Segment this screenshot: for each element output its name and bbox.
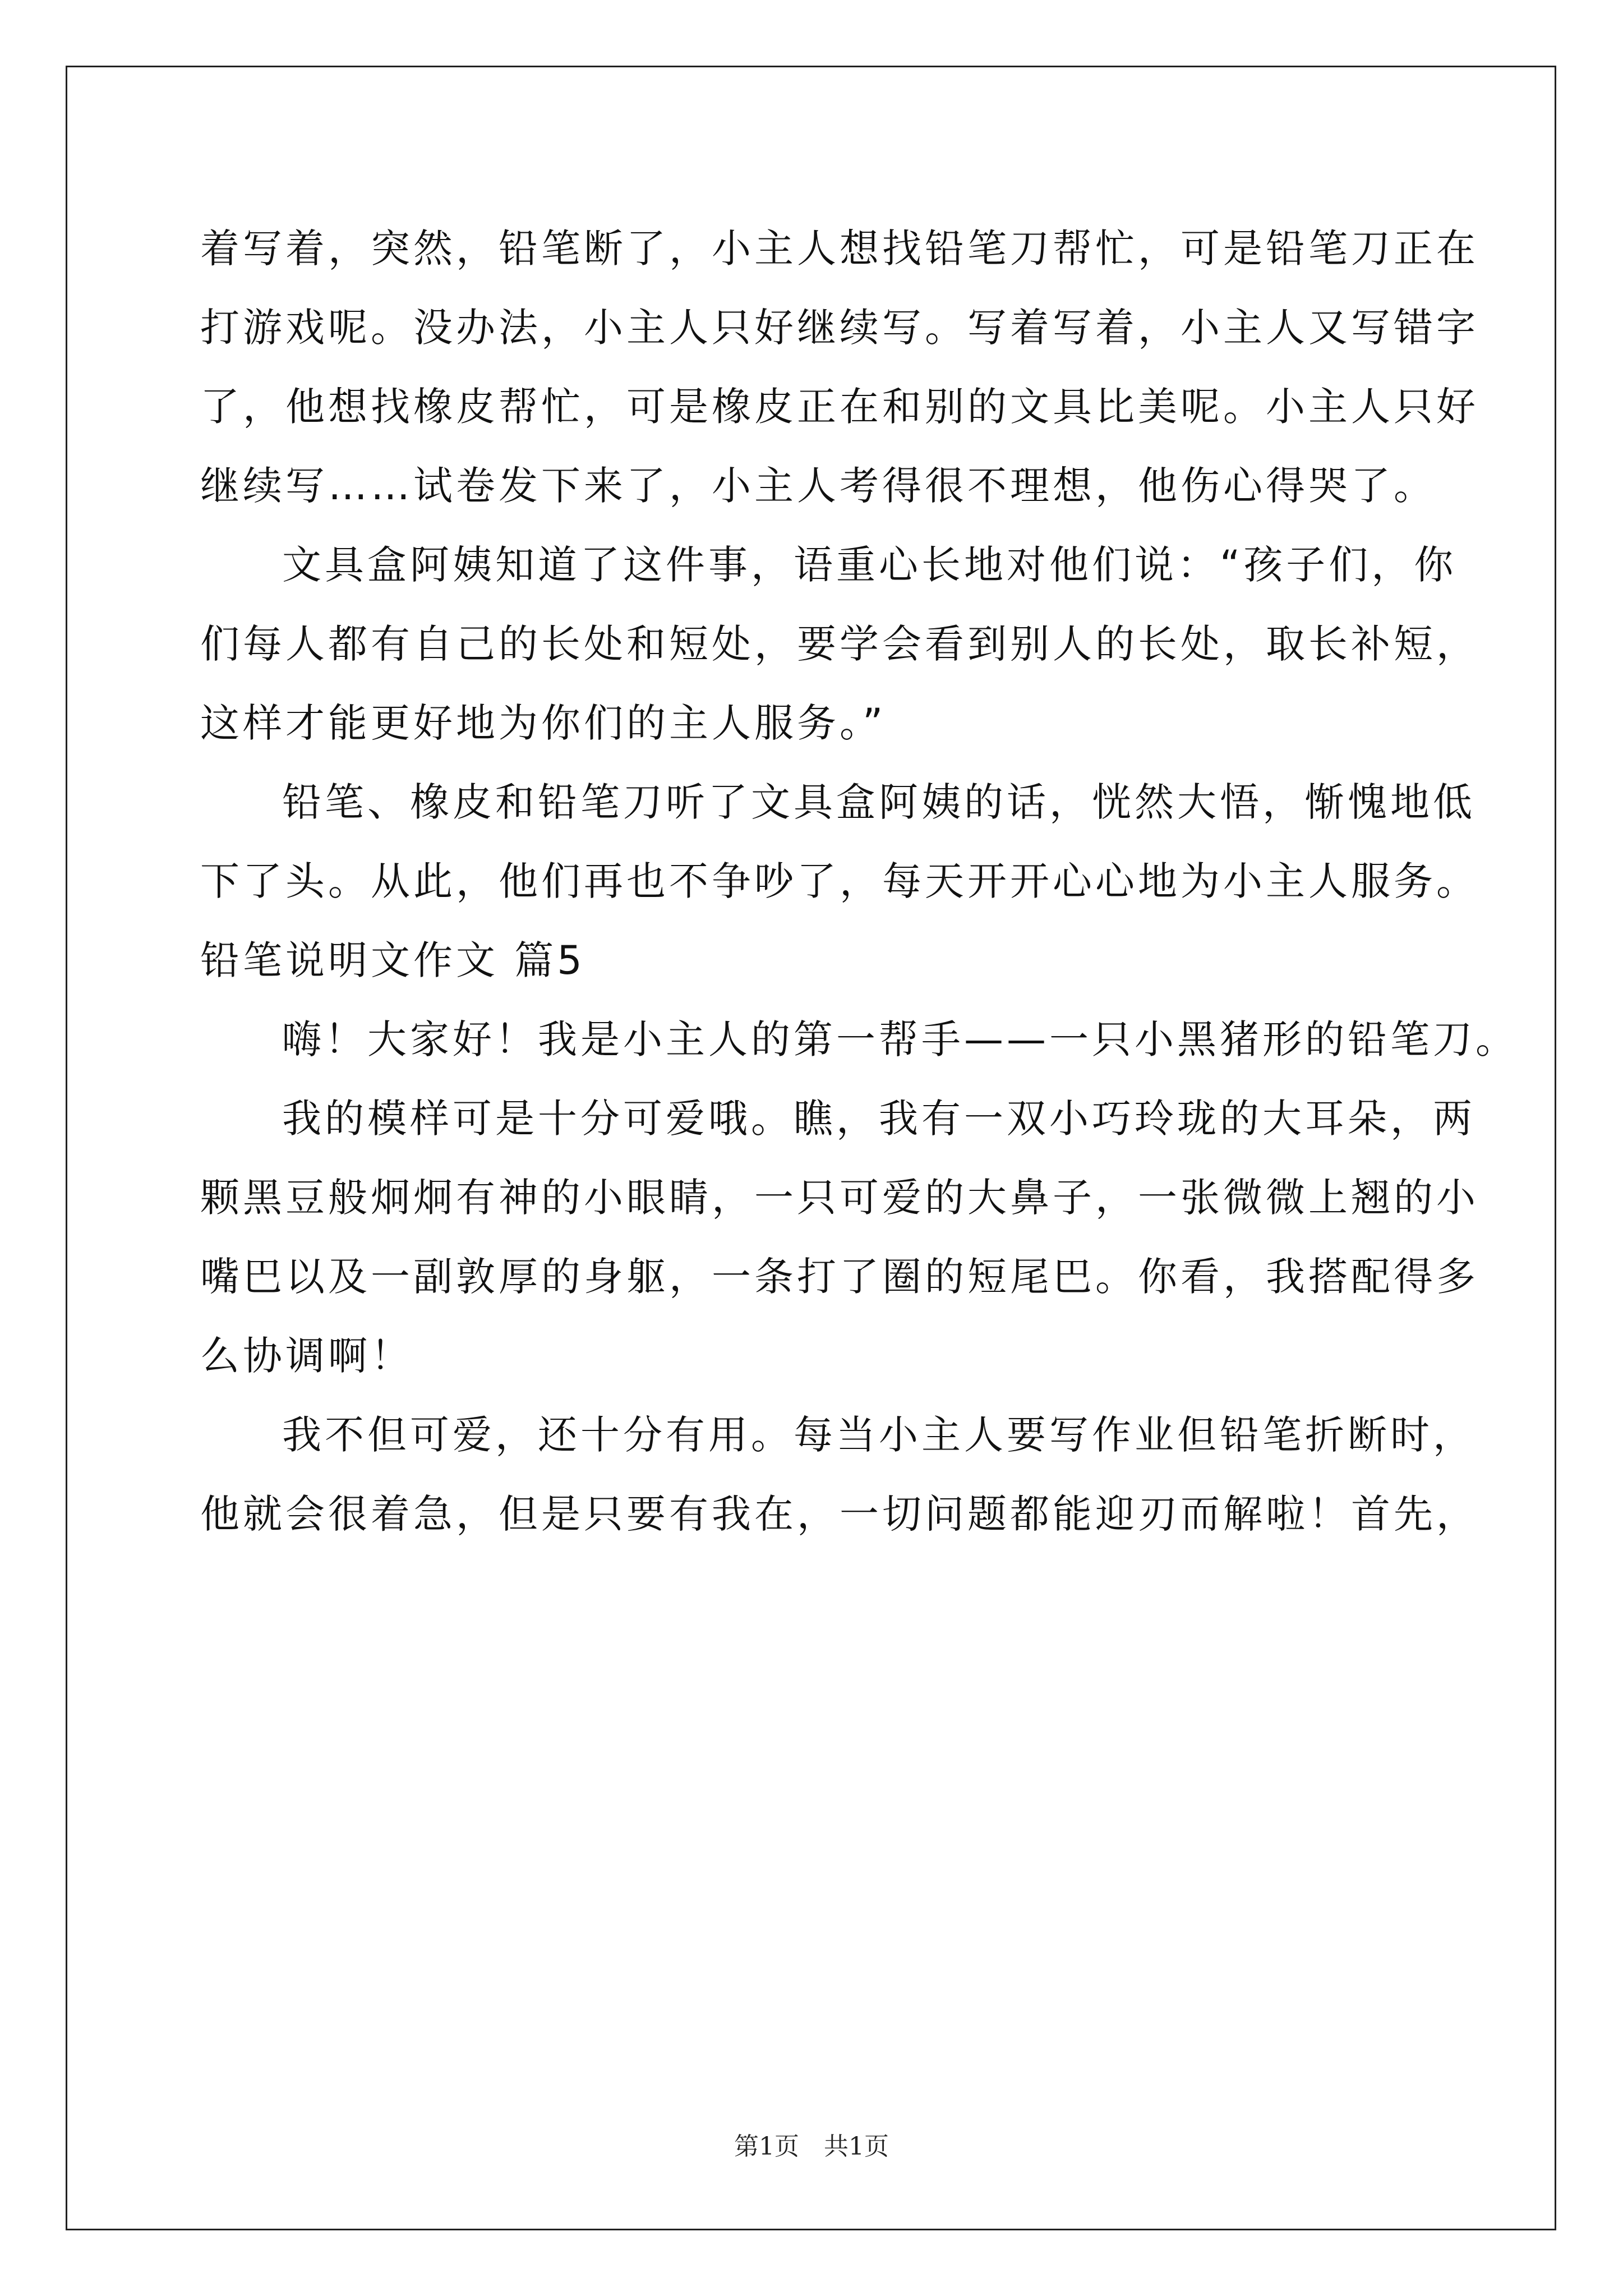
section-heading: 铅笔说明文作文 篇5	[200, 937, 585, 983]
text-line: 们每人都有自己的长处和短处，要学会看到别人的长处，取长补短，	[200, 621, 1479, 667]
paragraph-start: 我不但可爱，还十分有用。每当小主人要写作业但铅笔折断时，	[282, 1412, 1476, 1458]
text-line: 嘴巴以及一副敦厚的身躯，一条打了圈的短尾巴。你看，我搭配得多	[200, 1254, 1479, 1300]
text-line: 颗黑豆般炯炯有神的小眼睛，一只可爱的大鼻子，一张微微上翘的小	[200, 1175, 1479, 1221]
text-line: 下了头。从此，他们再也不争吵了，每天开开心心地为小主人服务。	[200, 858, 1479, 904]
paragraph-start: 嗨！大家好！我是小主人的第一帮手——一只小黑猪形的铅笔刀。	[282, 1016, 1518, 1062]
text-line: 着写着，突然，铅笔断了，小主人想找铅笔刀帮忙，可是铅笔刀正在	[200, 226, 1479, 272]
paragraph-start: 文具盒阿姨知道了这件事，语重心长地对他们说：“孩子们，你	[282, 542, 1457, 588]
text-line: 这样才能更好地为你们的主人服务。”	[200, 700, 887, 746]
text-line: 打游戏呢。没办法，小主人只好继续写。写着写着，小主人又写错字	[200, 305, 1479, 351]
text-line: 么协调啊！	[200, 1333, 413, 1379]
text-line: 继续写……试卷发下来了，小主人考得很不理想，他伤心得哭了。	[200, 463, 1436, 509]
text-line: 他就会很着急，但是只要有我在，一切问题都能迎刃而解啦！首先，	[200, 1491, 1479, 1537]
paragraph-start: 我的模样可是十分可爱哦。瞧，我有一双小巧玲珑的大耳朵，两	[282, 1096, 1476, 1142]
paragraph-start: 铅笔、橡皮和铅笔刀听了文具盒阿姨的话，恍然大悟，惭愧地低	[282, 779, 1476, 825]
text-line: 了，他想找橡皮帮忙，可是橡皮正在和别的文具比美呢。小主人只好	[200, 384, 1479, 430]
page-footer: 第1页 共1页	[734, 2132, 889, 2161]
